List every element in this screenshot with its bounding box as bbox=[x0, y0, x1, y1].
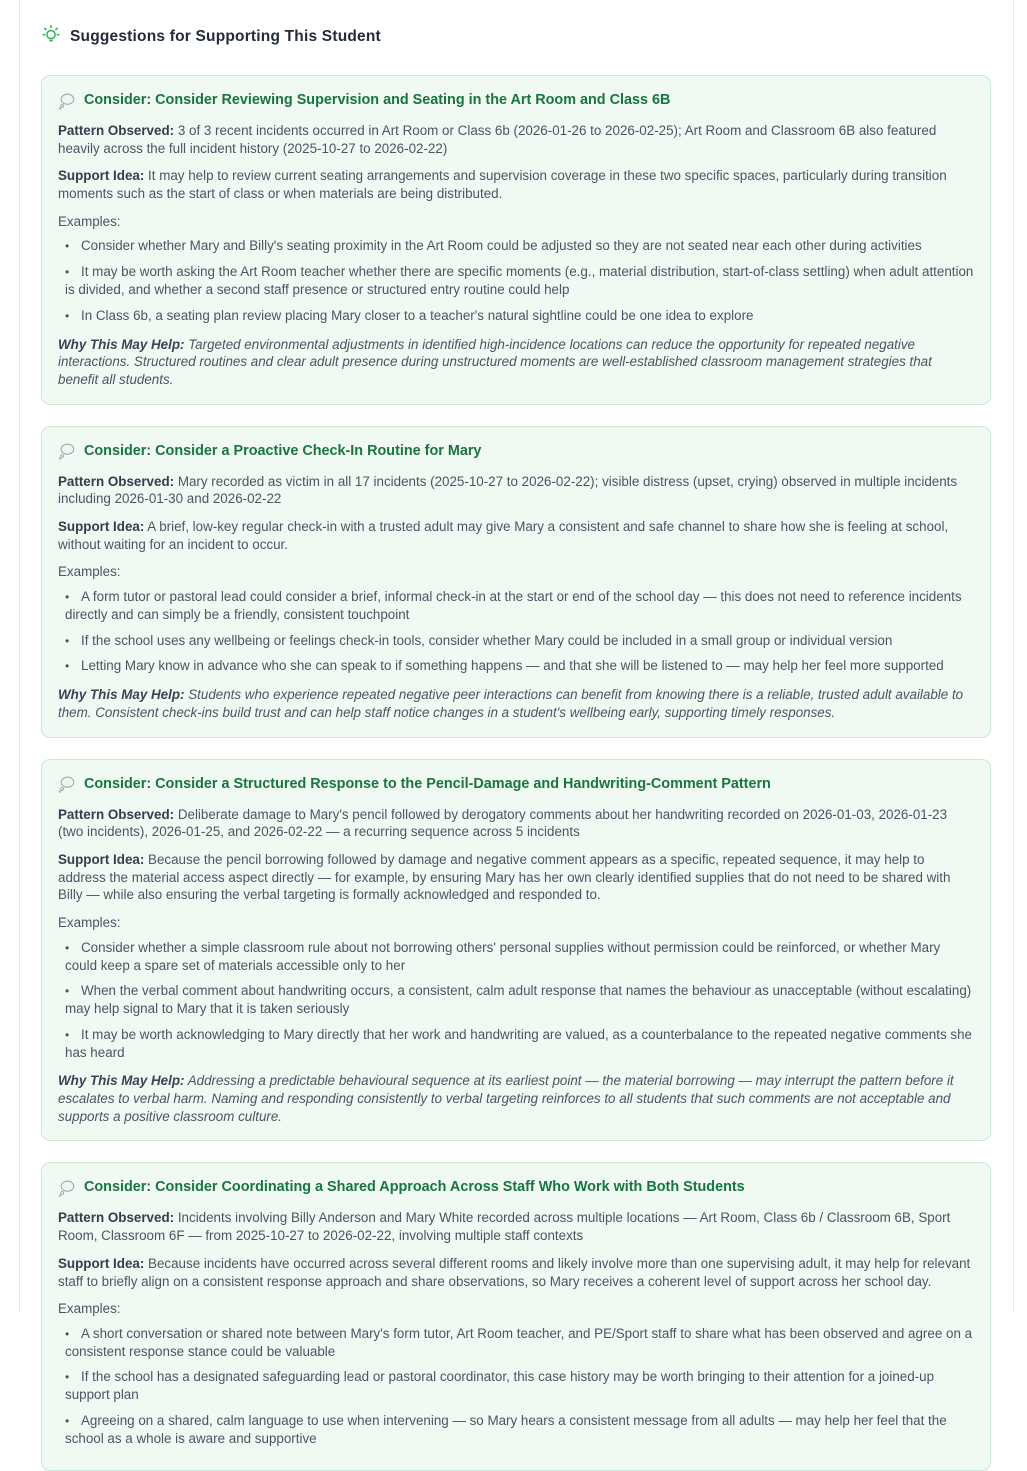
example-item bbox=[58, 307, 974, 325]
support-idea bbox=[58, 851, 974, 904]
example-item bbox=[58, 1412, 974, 1448]
lightbulb-icon bbox=[41, 24, 61, 49]
example-text: If the school uses any wellbeing or feelings check-in tools, consider whether Mary could be included in a small group or individual version bbox=[81, 632, 893, 648]
support-idea-text: Because incidents have occurred across several different rooms and likely involve more than one supervising adult, it may help for relevant staff to briefly align on a consistent response approach and share observations, so Mary receives a coherent level of support across her school day. bbox=[58, 1255, 971, 1289]
suggestion-card bbox=[41, 75, 991, 405]
suggestion-card-title-text: Consider: Consider a Structured Response to the Pencil-Damage and Handwriting-Comment Pattern bbox=[84, 775, 771, 792]
example-item bbox=[58, 939, 974, 975]
section-header bbox=[41, 24, 991, 49]
suggestion-card-title bbox=[58, 775, 974, 794]
why-label: Why This May Help: bbox=[58, 336, 185, 352]
bullet-icon: • bbox=[65, 659, 70, 674]
examples-label: Examples: bbox=[58, 564, 121, 580]
support-idea-text: Because the pencil borrowing followed by damage and negative comment appears as a specific, repeated sequence, it may help to address the material access aspect directly — for example, by ensuring Mary has her own clearly identified supplies that do not need to be shared with Billy — while also ensuring the verbal targeting is formally acknowledged and responded to. bbox=[58, 852, 951, 903]
pattern-observed-text: Incidents involving Billy Anderson and Mary White recorded across multiple locations — Art Room, Class 6b / Classroom 6B, Sport Room, Classroom 6F — from 2025-10-27 to 2026-02-22, involving multiple staff contexts bbox=[58, 1210, 951, 1244]
why-text: Addressing a predictable behavioural sequence at its earliest point — the material borrowing — may interrupt the pattern before it escalates to verbal harm. Naming and responding consistently to verbal targeting reinforces to all students that such comments are not acceptable and supports a positive classroom culture. bbox=[58, 1073, 954, 1124]
suggestion-card-title-text: Consider: Consider Coordinating a Shared Approach Across Staff Who Work with Both Students bbox=[84, 1179, 745, 1196]
bullet-icon: • bbox=[65, 239, 70, 254]
suggestion-card-title-text: Consider: Consider Reviewing Supervision and Seating in the Art Room and Class 6B bbox=[84, 92, 671, 108]
suggestion-card bbox=[41, 759, 991, 1142]
pattern-observed-label: Pattern Observed: bbox=[58, 473, 175, 489]
pattern-observed bbox=[58, 122, 974, 157]
pattern-observed-text: Deliberate damage to Mary's pencil followed by derogatory comments about her handwriting recorded on 2026-01-03, 2026-01-23 (two incidents), 2026-01-25, and 2026-02-22 — a recurring sequence across 5 incidents bbox=[58, 806, 948, 840]
example-item bbox=[58, 263, 974, 299]
example-text: It may be worth acknowledging to Mary directly that her work and handwriting are valued, as a counterbalance to the repeated negative comments she has heard bbox=[65, 1026, 972, 1060]
example-text: A form tutor or pastoral lead could consider a brief, informal check-in at the start or end of the school day — this does not need to reference incidents directly and can simply be a friendly, consistent touchpoint bbox=[65, 589, 962, 622]
why-text: Targeted environmental adjustments in identified high-incidence locations can reduce the opportunity for repeated negative interactions. Structured routines and clear adult presence during unstructured moments are well-established classroom management strategies that benefit all students. bbox=[58, 336, 932, 387]
example-item bbox=[58, 657, 974, 675]
support-idea-label: Support Idea: bbox=[58, 168, 145, 184]
why-this-may-help bbox=[58, 686, 974, 721]
bullet-icon: • bbox=[65, 1370, 70, 1385]
support-idea-label: Support Idea: bbox=[58, 1255, 145, 1271]
example-text: Consider whether Mary and Billy's seating proximity in the Art Room could be adjusted so they are not seated near each other during activities bbox=[81, 238, 922, 254]
thought-balloon-icon bbox=[58, 442, 76, 460]
bullet-icon: • bbox=[65, 590, 70, 605]
why-this-may-help bbox=[58, 1072, 974, 1125]
bullet-icon: • bbox=[65, 1027, 70, 1042]
example-text: Agreeing on a shared, calm language to use when intervening — so Mary hears a consistent message from all adults — may help her feel that the school as a whole is aware and supportive bbox=[65, 1412, 947, 1446]
example-text: When the verbal comment about handwriting occurs, a consistent, calm adult response that names the behaviour as unacceptable (without escalating) may help signal to Mary that it is taken seriously bbox=[65, 983, 972, 1017]
example-item bbox=[58, 982, 974, 1018]
suggestion-card-title bbox=[58, 442, 974, 461]
bullet-icon: • bbox=[65, 633, 70, 648]
why-this-may-help bbox=[58, 336, 974, 389]
example-text: It may be worth asking the Art Room teacher whether there are specific moments (e.g., material distribution, start-of-class settling) when adult attention is divided, and whether a second staff presence or structured entry routine could help bbox=[65, 264, 974, 298]
support-idea-text: It may help to review current seating arrangements and supervision coverage in these two specific spaces, particularly during transition moments such as the start of class or when materials are being distributed. bbox=[58, 168, 947, 202]
suggestion-card bbox=[41, 426, 991, 738]
thought-balloon-icon bbox=[58, 1179, 76, 1197]
support-idea-text: A brief, low-key regular check-in with a trusted adult may give Mary a consistent and safe channel to share how she is feeling at school, without waiting for an incident to occur. bbox=[58, 519, 949, 552]
why-text: Students who experience repeated negative peer interactions can benefit from knowing there is a reliable, trusted adult available to them. Consistent check-ins build trust and can help staff notice changes in a student's wellbeing early, supporting timely responses. bbox=[58, 687, 964, 720]
suggestions-panel bbox=[19, 0, 1014, 1446]
example-item bbox=[58, 1368, 974, 1404]
support-idea bbox=[58, 1255, 974, 1290]
examples-label: Examples: bbox=[58, 915, 121, 931]
support-idea-label: Support Idea: bbox=[58, 852, 145, 868]
pattern-observed-text: Mary recorded as victim in all 17 incidents (2025-10-27 to 2026-02-22); visible distress (upset, crying) observed in multiple incidents including 2026-01-30 and 2026-02-22 bbox=[58, 473, 958, 507]
example-text: In Class 6b, a seating plan review placing Mary closer to a teacher's natural sightline could be one idea to explore bbox=[81, 307, 754, 323]
pattern-observed bbox=[58, 1209, 974, 1244]
bullet-icon: • bbox=[65, 308, 70, 323]
example-text: If the school has a designated safeguarding lead or pastoral coordinator, this case history may be worth bringing to their attention for a joined-up support plan bbox=[65, 1369, 935, 1403]
pattern-observed bbox=[58, 806, 974, 841]
why-label: Why This May Help: bbox=[58, 687, 185, 703]
page-title: Suggestions for Supporting This Student bbox=[70, 27, 381, 45]
bullet-icon: • bbox=[65, 984, 70, 999]
examples-label: Examples: bbox=[58, 1301, 121, 1317]
bullet-icon: • bbox=[65, 940, 70, 955]
example-text: Letting Mary know in advance who she can speak to if something happens — and that she will be listened to — may help her feel more supported bbox=[81, 658, 944, 674]
suggestion-card-title bbox=[58, 1178, 974, 1197]
support-idea-label: Support Idea: bbox=[58, 519, 145, 535]
why-label: Why This May Help: bbox=[58, 1073, 185, 1089]
example-text: Consider whether a simple classroom rule about not borrowing others' personal supplies without permission could be reinforced, or whether Mary could keep a spare set of materials accessible only to her bbox=[65, 939, 941, 973]
example-item bbox=[58, 237, 974, 255]
examples-label: Examples: bbox=[58, 213, 121, 229]
pattern-observed-label: Pattern Observed: bbox=[58, 806, 175, 822]
pattern-observed-label: Pattern Observed: bbox=[58, 1210, 175, 1226]
thought-balloon-icon bbox=[58, 92, 76, 110]
pattern-observed bbox=[58, 473, 974, 508]
suggestion-card-title bbox=[58, 91, 974, 110]
example-item bbox=[58, 1026, 974, 1062]
example-item bbox=[58, 632, 974, 650]
bullet-icon: • bbox=[65, 265, 70, 280]
pattern-observed-label: Pattern Observed: bbox=[58, 123, 175, 139]
example-item bbox=[58, 1325, 974, 1361]
bullet-icon: • bbox=[65, 1326, 70, 1341]
example-text: A short conversation or shared note between Mary's form tutor, Art Room teacher, and PE/Sport staff to share what has been observed and agree on a consistent response stance could be valuable bbox=[65, 1325, 973, 1359]
bullet-icon: • bbox=[65, 1413, 70, 1428]
pattern-observed-text: 3 of 3 recent incidents occurred in Art Room or Class 6b (2026-01-26 to 2026-02-25); Art Room and Classroom 6B also featured heavily across the full incident history (2025-10-27 to 2026-02-22) bbox=[58, 123, 937, 156]
suggestion-card-title-text: Consider: Consider a Proactive Check-In Routine for Mary bbox=[84, 442, 482, 459]
thought-balloon-icon bbox=[58, 775, 76, 793]
suggestion-card bbox=[41, 1162, 991, 1471]
example-item bbox=[58, 588, 974, 624]
support-idea bbox=[58, 167, 974, 202]
support-idea bbox=[58, 518, 974, 553]
